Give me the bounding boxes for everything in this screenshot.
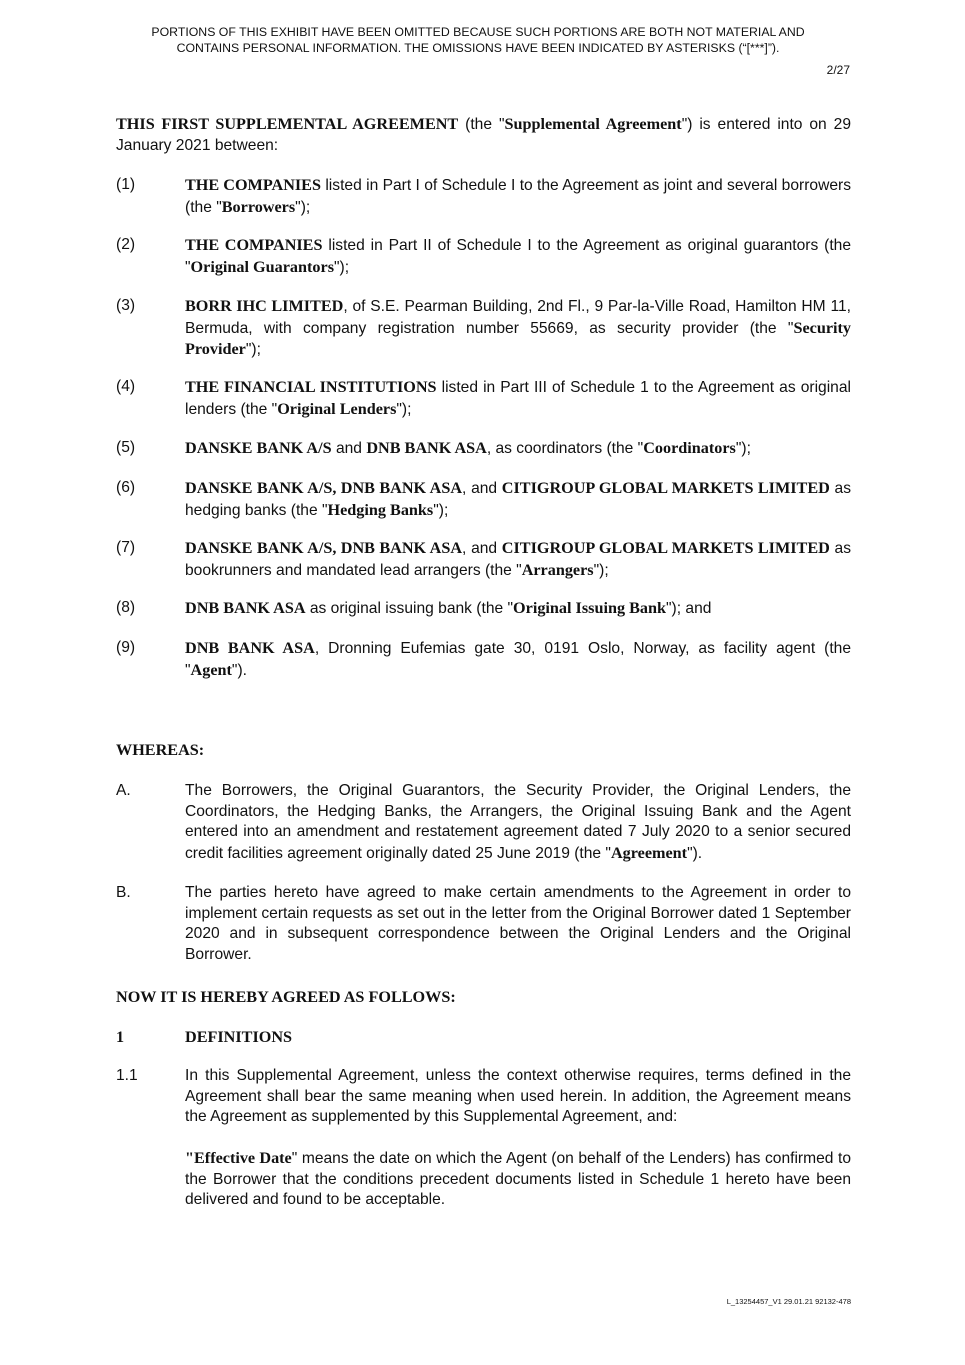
party-item: (6) DANSKE BANK A/S, DNB BANK ASA, and CITIGROUP GLOBAL MARKETS LIMITED as hedging banks (the "Hedging Banks"); [116, 479, 851, 519]
notice-line-2: CONTAINS PERSONAL INFORMATION. THE OMISSIONS HAVE BEEN INDICATED BY ASTERISKS (“[***]”). [176, 41, 780, 55]
party-item: (5) DANSKE BANK A/S and DNB BANK ASA, as coordinators (the "Coordinators"); [116, 439, 751, 457]
recital-item: B. The parties hereto have agreed to make certain amendments to the Agreement in order to implement certain requests as set out in the letter from the Original Borrower dated 1 September 2020 and in subsequent correspondence between the Original Lenders and the Original Borrower. [116, 884, 851, 963]
effective-date-definition: "Effective Date" means the date on which the Agent (on behalf of the Lenders) has confirmed to the Borrower that the conditions precedent documents listed in Schedule 1 hereto have been delivered and found to be acceptable. [185, 1149, 852, 1208]
agreement-title: THIS FIRST SUPPLEMENTAL AGREEMENT [116, 115, 459, 133]
party-item: (1) THE COMPANIES listed in Part I of Schedule I to the Agreement as joint and several borrowers (the "Borrowers"); [116, 176, 851, 216]
party-item: (8) DNB BANK ASA as original issuing bank (the "Original Issuing Bank"); and [116, 599, 712, 617]
section-heading: 1 DEFINITIONS [116, 1028, 293, 1046]
intro-paragraph: THIS FIRST SUPPLEMENTAL AGREEMENT (the "Supplemental Agreement") is entered into on 29 January 2021 between: [116, 115, 851, 154]
notice-line-1: PORTIONS OF THIS EXHIBIT HAVE BEEN OMITTED BECAUSE SUCH PORTIONS ARE BOTH NOT MATERIAL AND [151, 25, 805, 39]
party-item: (2) THE COMPANIES listed in Part II of Schedule I to the Agreement as original guarantors (the "Original Guarantors"); [116, 236, 851, 276]
party-item: (4) THE FINANCIAL INSTITUTIONS listed in Part III of Schedule 1 to the Agreement as original lenders (the "Original Lenders"); [116, 378, 851, 418]
whereas-heading: WHEREAS: [116, 741, 205, 759]
recital-item: A. The Borrowers, the Original Guarantors, the Security Provider, the Original Lenders, the Coordinators, the Hedging Banks, the Arrangers, the Original Issuing Bank and the Agent entered into an amendment and restatement agreement dated 7 July 2020 to a senior secured credit facilities agreement originally dated 25 June 2019 (the "Agreement"). [116, 782, 851, 862]
defined-term: Effective Date [194, 1149, 292, 1167]
omission-notice [120, 24, 836, 56]
party-item: (7) DANSKE BANK A/S, DNB BANK ASA, and CITIGROUP GLOBAL MARKETS LIMITED as bookrunners and mandated lead arrangers (the "Arrangers"); [116, 539, 851, 579]
defined-term: Supplemental Agreement [504, 115, 682, 133]
agreed-heading: NOW IT IS HEREBY AGREED AS FOLLOWS: [116, 988, 456, 1006]
page-number: 2/27 [826, 63, 850, 77]
document-reference: L_13254457_V1 29.01.21 92132-478 [726, 1297, 851, 1306]
party-item: (3) BORR IHC LIMITED, of S.E. Pearman Building, 2nd Fl., 9 Par-la-Ville Road, Hamilton HM 11, Bermuda, with company registration number 55669, as security provider (the "Security Provider"); [116, 297, 851, 358]
party-item: (9) DNB BANK ASA, Dronning Eufemias gate 30, 0191 Oslo, Norway, as facility agent (the "Agent"). [116, 639, 852, 679]
clause-1-1: 1.1 In this Supplemental Agreement, unless the context otherwise requires, terms defined in the Agreement shall bear the same meaning when used herein. In addition, the Agreement means the Agreement as supplemented by this Supplemental Agreement, and: [116, 1067, 851, 1125]
